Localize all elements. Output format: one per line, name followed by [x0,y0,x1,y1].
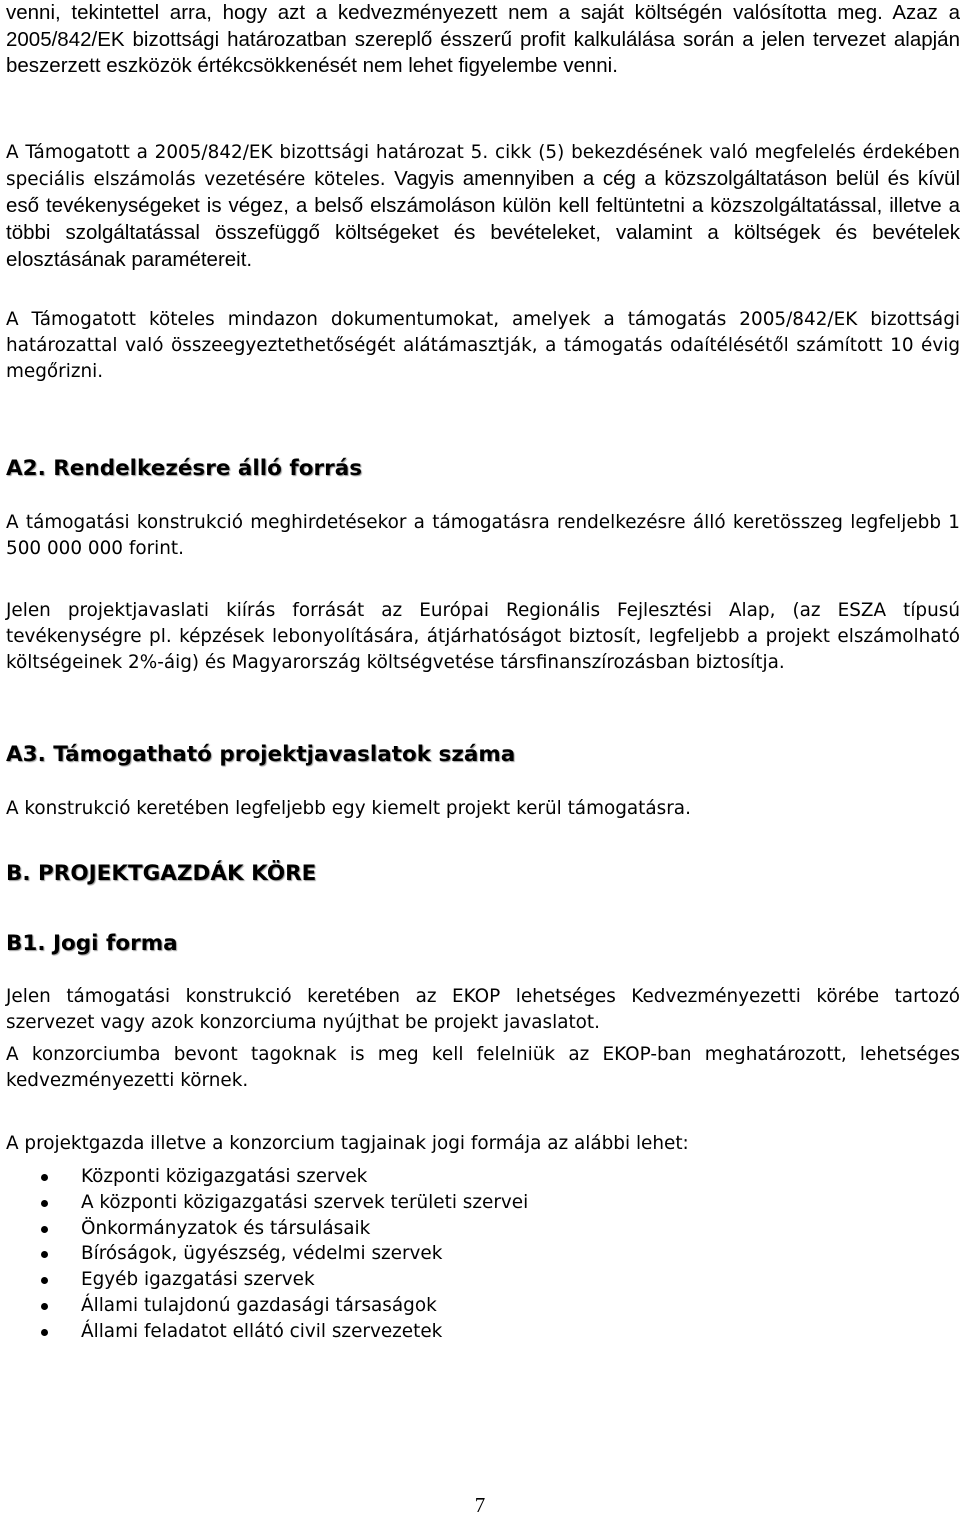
bullet-dot-icon [41,1329,48,1336]
paragraph-document-retention: A Támogatott köteles mindazon dokumentumokat, amelyek a támogatás 2005/842/EK bizottsági határozattal való összeegyeztethetőségét alátámasztják, a támogatás odaítélésétől számított 10 évig megőrizni. [6,309,960,382]
list-item [6,1190,960,1216]
list-item-label: A központi közigazgatási szervek területi szervei [81,1191,529,1213]
list-item-label: Központi közigazgatási szervek [81,1166,368,1187]
bullet-dot-icon [41,1174,48,1181]
list-item-label: Bíróságok, ügyészség, védelmi szervek [81,1243,443,1265]
list-item [6,1241,960,1267]
bullet-dot-icon [41,1251,48,1258]
list-item [6,1164,960,1190]
paragraph-special-accounting [6,140,960,274]
paragraph-legal-form-intro: A projektgazda illetve a konzorcium tagjainak jogi formája az alábbi lehet: [6,1133,689,1154]
page-number: 7 [474,1493,486,1517]
list-item-label: Állami tulajdonú gazdasági társaságok [81,1294,437,1316]
paragraph-consortium-members: A konzorciumba bevont tagoknak is meg kell felelniük az EKOP-ban meghatározott, lehetséges kedvezményezetti körnek. [6,1044,960,1091]
bullet-dot-icon [41,1200,48,1207]
heading-b1: B1. Jogi forma [6,931,178,956]
list-item-label: Egyéb igazgatási szervek [81,1269,315,1291]
legal-form-list [6,1164,960,1345]
heading-a3: A3. Támogatható projektjavaslatok száma [6,742,516,767]
paragraph-funding-source: Jelen projektjavaslati kiírás forrását az Európai Regionális Fejlesztési Alap, (az ESZA típusú tevékenységre pl. képzések lebonyolítására, átjárhatóságot biztosít, legfeljebb a projekt elszámolható költségeinek 2%-áig) és Magyarország költségvetése társfinanszírozásban biztosítja. [6,600,960,673]
list-item [6,1293,960,1319]
paragraph-eligible-organisations: Jelen támogatási konstrukció keretében az EKOP lehetséges Kedvezményezetti körébe tartozó szervezet vagy azok konzorciuma nyújthat be projekt javaslatot. [6,986,960,1033]
list-item-label: Önkormányzatok és társulásaik [81,1217,371,1239]
bullet-dot-icon [41,1226,48,1233]
paragraph-special-accounting-part2: Vagyis amennyiben a cég a közszolgáltatáson belül és kívül eső tevékenységeket is végez, a belső elszámoláson külön kell feltüntetni a közszolgáltatással, illetve a többi szolgáltatással összefüggő költségeket és bevételeket, valamint a költségek és bevételek elosztásának paramétereit. [6,167,960,271]
list-item [6,1216,960,1242]
heading-b: B. PROJEKTGAZDÁK KÖRE [6,861,317,886]
paragraph-project-count: A konstrukció keretében legfeljebb egy kiemelt projekt kerül támogatásra. [6,798,691,819]
list-item [6,1319,960,1345]
list-item-label: Állami feladatot ellátó civil szervezetek [81,1320,443,1342]
list-item [6,1267,960,1293]
bullet-dot-icon [41,1303,48,1310]
heading-a2: A2. Rendelkezésre álló forrás [6,456,363,481]
bullet-dot-icon [41,1277,48,1284]
paragraph-budget: A támogatási konstrukció meghirdetésekor a támogatásra rendelkezésre álló keretösszeg legfeljebb 1 500 000 000 forint. [6,512,960,559]
paragraph-special-accounting-part1: A Támogatott a 2005/842/EK bizottsági határozat 5. cikk (5) bekezdésének való megfelelés érdekében speciális elszámolás vezetésére köteles. [6,142,960,190]
paragraph-profit-calculation: venni, tekintettel arra, hogy azt a kedvezményezett nem a saját költségén valósította meg. Azaz a 2005/842/EK bizottsági határozatban szereplő ésszerű profit kalkulálása során a jelen tervezet alapján beszerzett eszközök értékcsökkenését nem lehet figyelembe venni. [6,1,960,77]
